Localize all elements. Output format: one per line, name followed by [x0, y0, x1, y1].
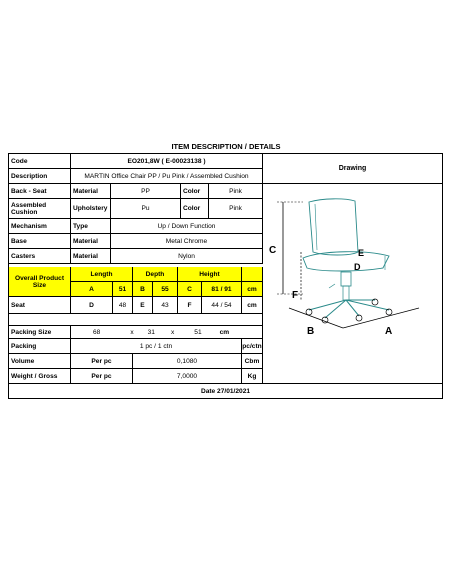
volume-value: 0,1080: [133, 354, 242, 369]
gas-lift: [341, 272, 351, 286]
dim-a-letter: A: [385, 326, 393, 337]
date-text: Date 27/01/2021: [200, 387, 251, 395]
overall-c-value: 81 / 91: [202, 282, 242, 297]
drawing-label: Drawing: [263, 154, 442, 184]
dim-e-letter: E: [358, 248, 365, 258]
overall-a-letter: A: [71, 282, 113, 297]
dim-b-letter: B: [307, 326, 315, 337]
dim-c-letter: C: [269, 245, 277, 256]
cushion-upholstery-label: Upholstery: [71, 199, 111, 219]
seat-label: Seat: [9, 297, 71, 314]
casters-material-label: Material: [71, 249, 111, 264]
dim-f-letter: F: [292, 290, 299, 301]
seat-unit: cm: [242, 297, 263, 314]
casters-label: Casters: [9, 249, 71, 264]
packing-value: 1 pc / 1 ctn: [71, 339, 242, 354]
cushion-label: Assembled Cushion: [9, 199, 71, 219]
chair-back: [309, 199, 358, 255]
drawing-area: [263, 184, 442, 339]
depth-header: Depth: [133, 267, 178, 282]
cushion-color-label: Color: [181, 199, 209, 219]
dim-d-letter: D: [354, 262, 361, 272]
packing-label: Packing: [9, 339, 71, 354]
packing-x2: x: [170, 328, 175, 336]
packing-height: 51: [194, 328, 202, 336]
chair-drawing: [263, 184, 442, 339]
packing-length: 68: [93, 328, 101, 336]
back-seat-color: Pink: [209, 184, 263, 199]
document-title: ITEM DESCRIPTION / DETAILS: [171, 142, 281, 151]
back-seat-material: PP: [111, 184, 181, 199]
packing-size-value: [71, 326, 263, 339]
overall-c-letter: C: [178, 282, 202, 297]
base-label: Base: [9, 234, 71, 249]
cushion-color: Pink: [209, 199, 263, 219]
weight-unit: Kg: [242, 369, 263, 384]
overall-unit: cm: [242, 282, 263, 297]
volume-per: Per pc: [71, 354, 133, 369]
spec-sheet: [8, 153, 443, 399]
seat-e-value: 43: [153, 297, 178, 314]
dim-b-line: [289, 308, 343, 328]
mechanism-type-label: Type: [71, 219, 111, 234]
cushion-upholstery: Pu: [111, 199, 181, 219]
chair-base: [309, 300, 389, 318]
code-value: EO201,8W ( E-00023138 ): [71, 154, 263, 169]
description-value: MARTIN Office Chair PP / Pu Pink / Assembled Cushion: [71, 169, 263, 184]
packing-unit: pc/ctn: [242, 339, 263, 354]
description-label: Description: [9, 169, 71, 184]
weight-label: Weight / Gross: [9, 369, 71, 384]
overall-b-letter: B: [133, 282, 153, 297]
back-seat-material-label: Material: [71, 184, 111, 199]
weight-per: Per pc: [71, 369, 133, 384]
seat-f-letter: F: [178, 297, 202, 314]
overall-b-value: 55: [153, 282, 178, 297]
spacer-row: [9, 314, 263, 326]
casters-value: Nylon: [111, 249, 263, 264]
unit-header-blank: [242, 267, 263, 282]
seat-d-letter: D: [71, 297, 113, 314]
packing-size-label: Packing Size: [9, 326, 71, 339]
drawing-bottom-blank: [263, 339, 442, 384]
back-seat-color-label: Color: [181, 184, 209, 199]
height-header: Height: [178, 267, 242, 282]
base-material-label: Material: [71, 234, 111, 249]
code-label: Code: [9, 154, 71, 169]
packing-x1: x: [130, 328, 134, 336]
base-value: Metal Chrome: [111, 234, 263, 249]
packing-size-unit: cm: [219, 328, 230, 336]
packing-width: 31: [147, 328, 155, 336]
weight-value: 7,0000: [133, 369, 242, 384]
volume-unit: Cbm: [242, 354, 263, 369]
overall-size-label: Overall Product Size: [9, 267, 71, 297]
mechanism-label: Mechanism: [9, 219, 71, 234]
length-header: Length: [71, 267, 133, 282]
seat-f-value: 44 / 54: [202, 297, 242, 314]
seat-e-letter: E: [133, 297, 153, 314]
back-seat-label: Back - Seat: [9, 184, 71, 199]
volume-label: Volume: [9, 354, 71, 369]
overall-a-value: 51: [113, 282, 133, 297]
mechanism-value: Up / Down Function: [111, 219, 263, 234]
seat-d-value: 48: [113, 297, 133, 314]
